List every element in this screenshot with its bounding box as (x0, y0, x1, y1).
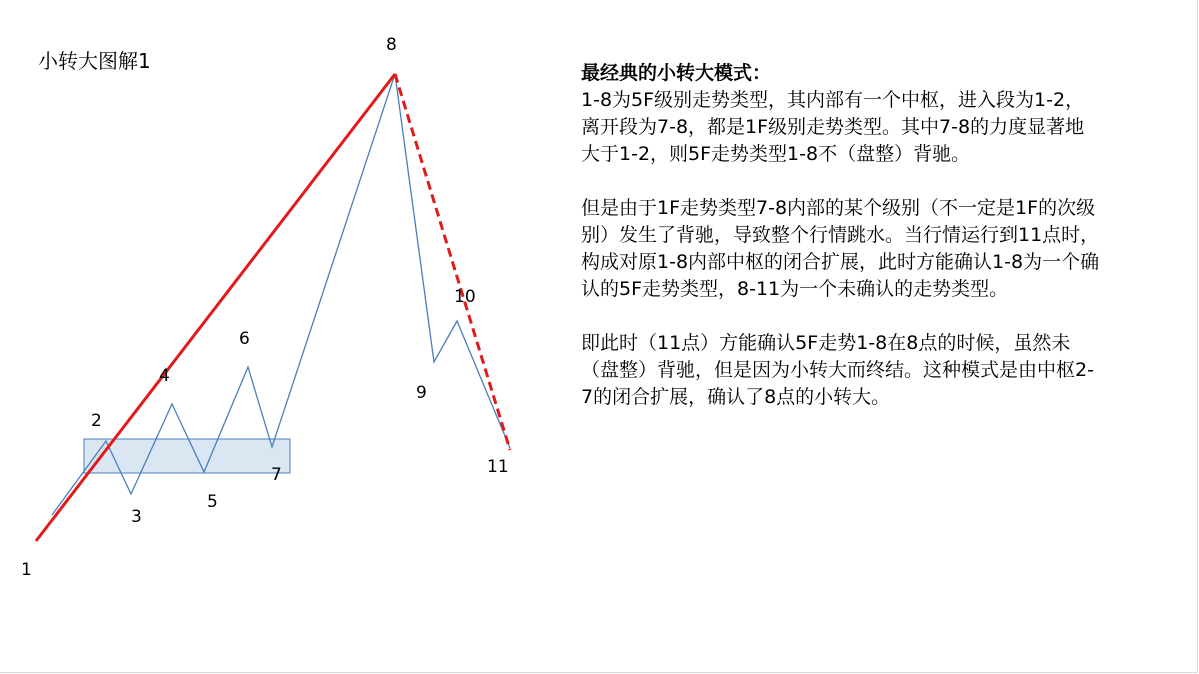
explanation-paragraph-1: 1-8为5F级别走势类型，其内部有一个中枢，进入段为1-2，离开段为7-8，都是1F级别走势类型。其中7-8的力度显著地大于1-2，则5F走势类型1-8不（盘整）背驰。 (581, 89, 1085, 165)
point-label-4: 4 (159, 366, 170, 386)
trend-line-8-11-dashed (395, 74, 510, 450)
explanation-paragraph-3: 即此时（11点）方能确认5F走势1-8在8点的时候，虽然未（盘整）背驰，但是因为小转大而终结。这种模式是由中枢2-7的闭合扩展，确认了8点的小转大。 (581, 332, 1094, 408)
zhongshu-diagram (0, 0, 580, 674)
zhongshu-box (84, 439, 290, 473)
point-label-10: 10 (454, 287, 476, 307)
explanation-heading: 最经典的小转大模式： (581, 62, 772, 84)
point-label-3: 3 (131, 507, 142, 527)
explanation-text (581, 60, 1101, 438)
point-label-5: 5 (207, 492, 218, 512)
point-label-9: 9 (416, 383, 427, 403)
point-label-6: 6 (239, 329, 250, 349)
explanation-paragraph-2: 但是由于1F走势类型7-8内部的某个级别（不一定是1F的次级别）发生了背驰，导致整个行情跳水。当行情运行到11点时，构成对原1-8内部中枢的闭合扩展，此时方能确认1-8为一个确认的5F走势类型，8-11为一个未确认的走势类型。 (581, 197, 1100, 300)
point-label-7: 7 (271, 465, 282, 485)
point-label-8: 8 (386, 35, 397, 55)
point-label-11: 11 (487, 457, 509, 477)
point-label-2: 2 (91, 411, 102, 431)
diagram-title: 小转大图解1 (38, 49, 151, 73)
point-label-1: 1 (21, 560, 32, 580)
